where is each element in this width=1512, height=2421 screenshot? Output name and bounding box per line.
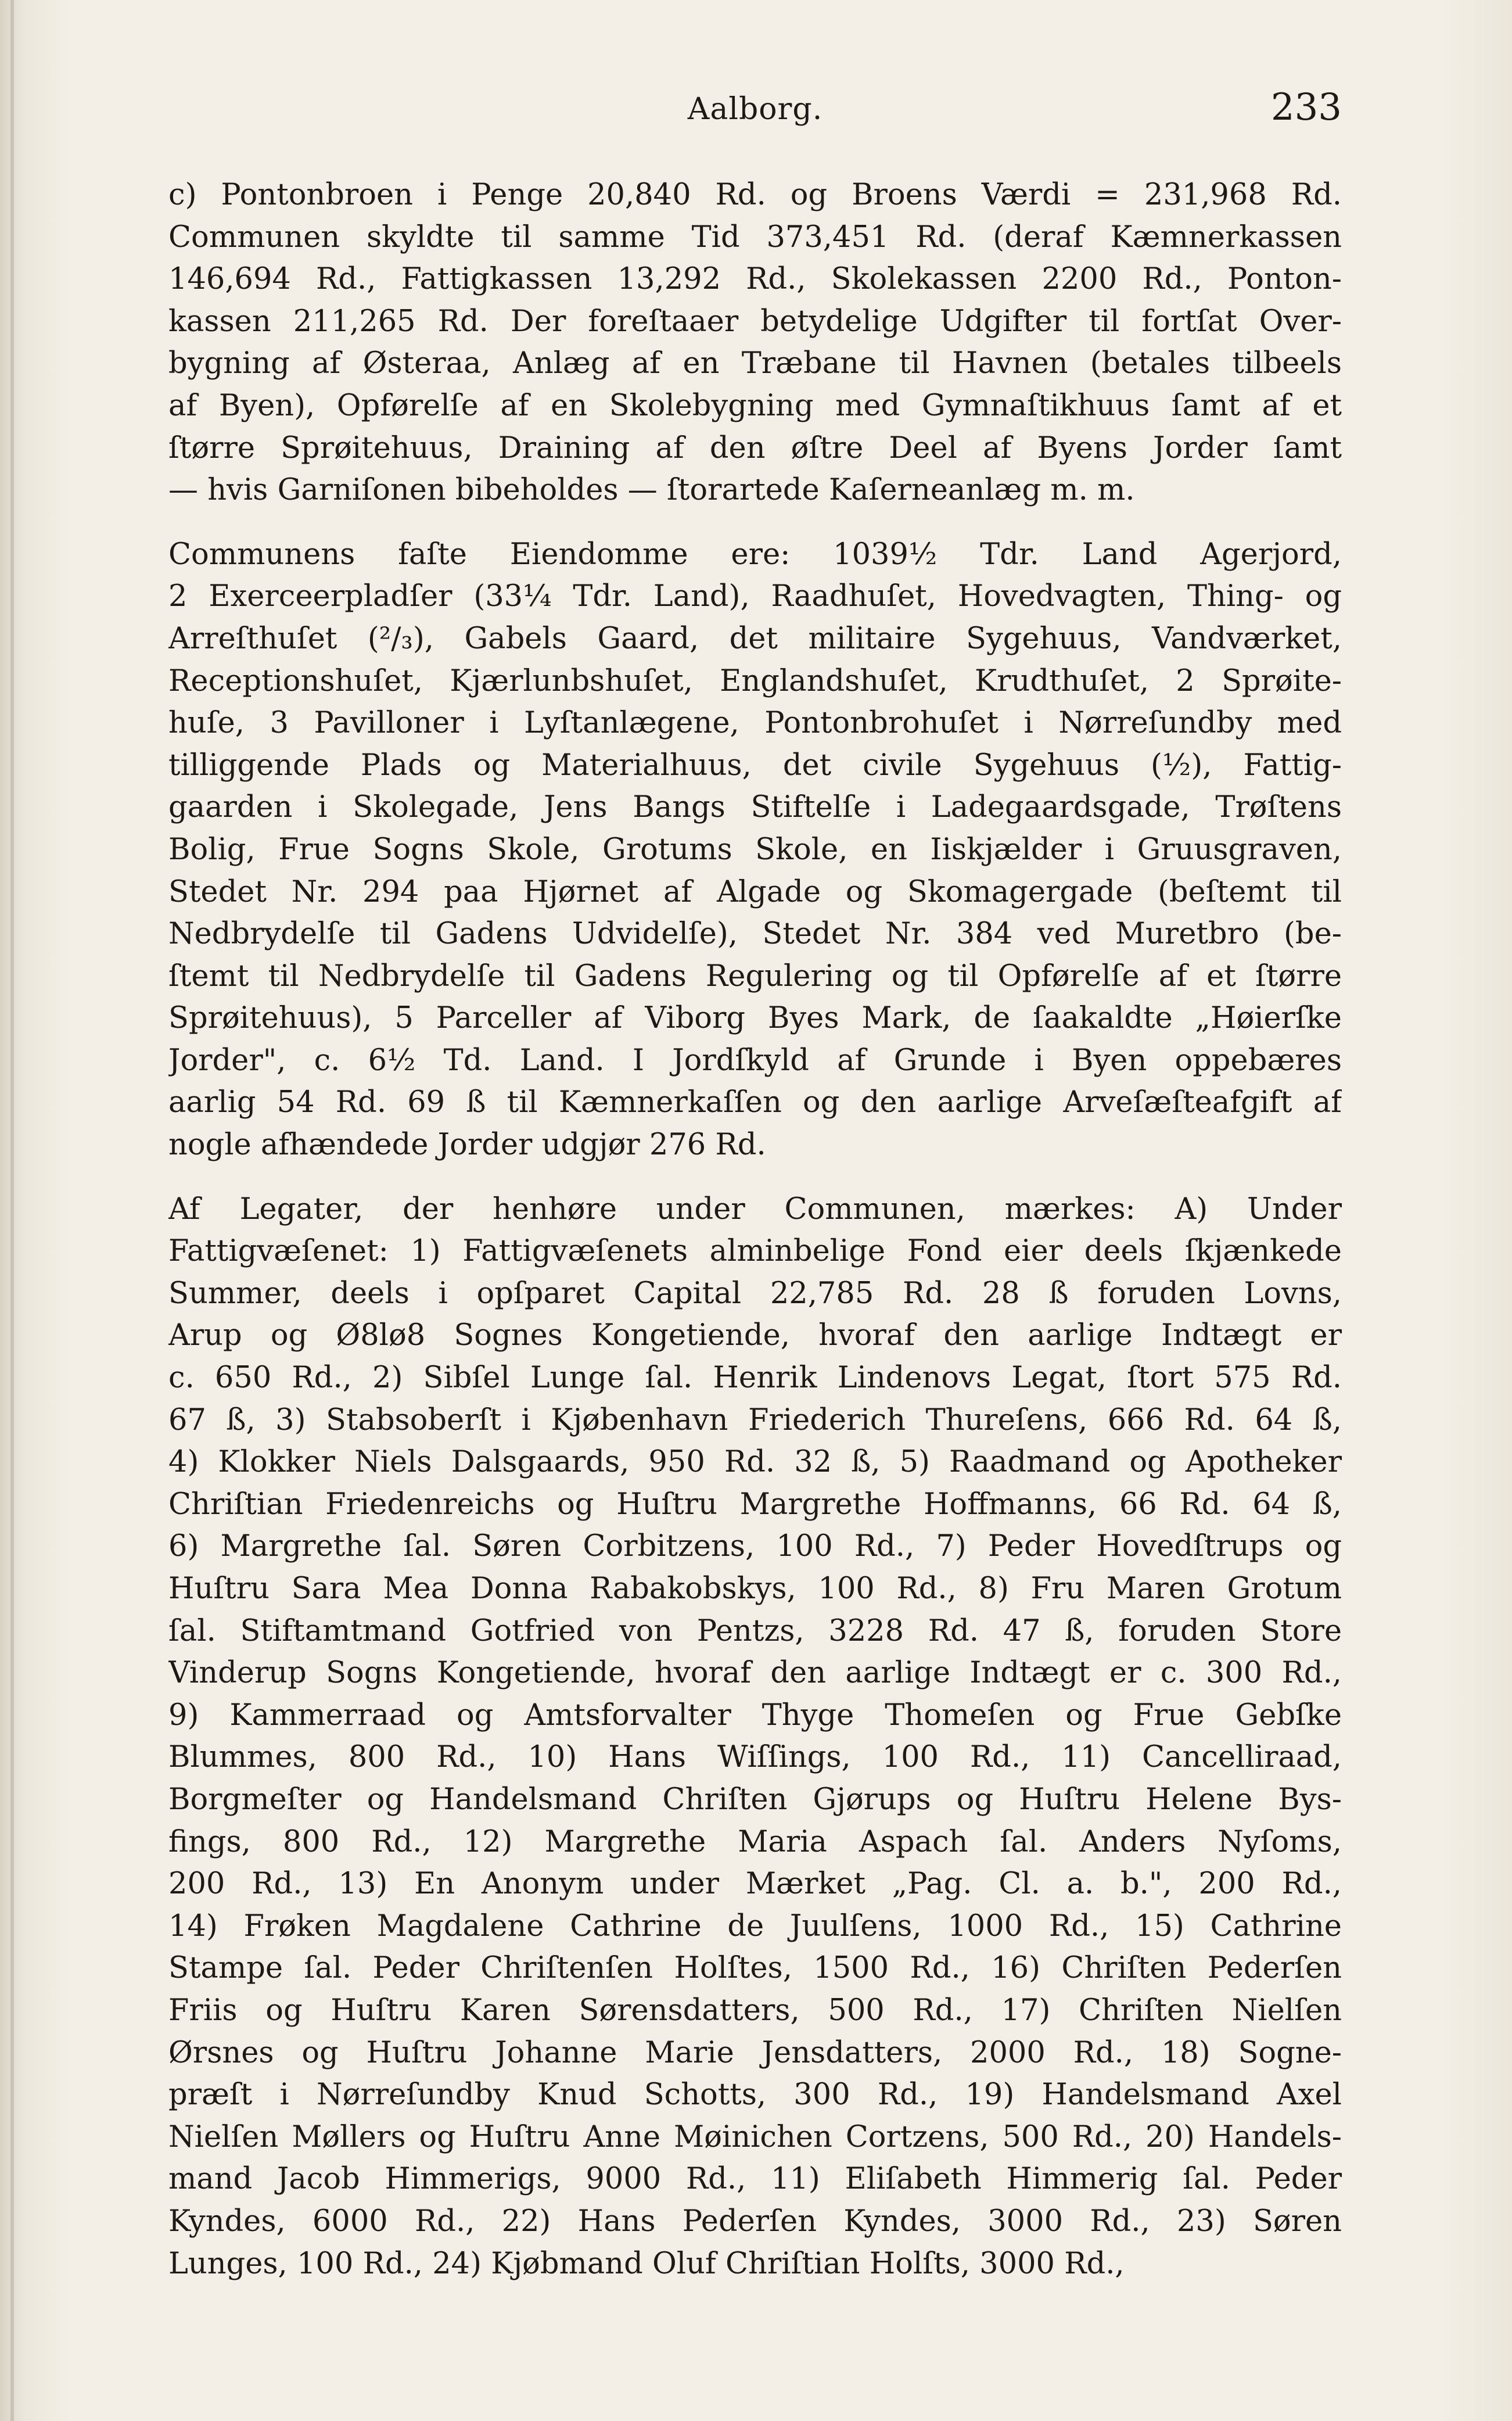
text-line: Huſtru Sara Mea Donna Rabakobskys, 100 Rd., 8) Fru Maren Grotum bbox=[168, 1572, 1342, 1606]
text-line: 6) Margrethe ſal. Søren Corbitzens, 100 Rd., 7) Peder Hovedſtrups og bbox=[168, 1529, 1342, 1564]
text-line: nogle afhændede Jorder udgjør 276 Rd. bbox=[168, 1128, 766, 1163]
paragraph-fixed-property bbox=[168, 534, 1342, 1167]
text-line: Chriſtian Friedenreichs og Huſtru Margrethe Hoffmanns, 66 Rd. 64 ß, bbox=[168, 1487, 1342, 1522]
text-line: Receptionshuſet, Kjærlunbshuſet, Englandshuſet, Krudthuſet, 2 Sprøite- bbox=[168, 663, 1342, 698]
text-line: Nielſen Møllers og Huſtru Anne Møinichen Cortzens, 500 Rd., 20) Handels- bbox=[168, 2119, 1342, 2154]
text-line: 2 Exerceerpladſer (33¼ Tdr. Land), Raadhuſet, Hovedvagten, Thing- og bbox=[168, 579, 1342, 614]
paragraph-pontoon-bridge bbox=[168, 174, 1342, 512]
text-line: Af Legater, der henhøre under Communen, mærkes: A) Under bbox=[168, 1192, 1342, 1226]
text-line: tilliggende Plads og Materialhuus, det civile Sygehuus (½), Fattig- bbox=[168, 748, 1342, 783]
text-line: Jorder", c. 6½ Td. Land. I Jordſkyld af Grunde i Byen oppebæres bbox=[168, 1043, 1342, 1078]
text-line: Borgmeſter og Handelsmand Chriſten Gjørups og Huſtru Helene Bys- bbox=[168, 1782, 1342, 1817]
text-line: aarlig 54 Rd. 69 ß til Kæmnerkaſſen og den aarlige Arveſæſteafgift af bbox=[168, 1085, 1342, 1120]
text-line: Blummes, 800 Rd., 10) Hans Wiſſings, 100 Rd., 11) Cancelliraad, bbox=[168, 1740, 1342, 1775]
text-line: ſtemt til Nedbrydelſe til Gadens Regulering og til Opførelſe af et ſtørre bbox=[168, 959, 1342, 993]
running-title: Aalborg. bbox=[687, 92, 823, 127]
text-line: Communens faſte Eiendomme ere: 1039½ Tdr. Land Agerjord, bbox=[168, 537, 1342, 572]
page-number: 233 bbox=[1270, 86, 1342, 129]
text-line: — hvis Garniſonen bibeholdes — ſtorartede Kaſerneanlæg m. m. bbox=[168, 473, 1135, 508]
text-line: Summer, deels i opſparet Capital 22,785 Rd. 28 ß foruden Lovns, bbox=[168, 1276, 1342, 1311]
text-line: Ørsnes og Huſtru Johanne Marie Jensdatters, 2000 Rd., 18) Sogne- bbox=[168, 2035, 1342, 2070]
text-line: c) Pontonbroen i Penge 20,840 Rd. og Broens Værdi = 231,968 Rd. bbox=[168, 178, 1342, 212]
text-line: præſt i Nørreſundby Knud Schotts, 300 Rd., 19) Handelsmand Axel bbox=[168, 2078, 1342, 2112]
text-line: 14) Frøken Magdalene Cathrine de Juulſens, 1000 Rd., 15) Cathrine bbox=[168, 1909, 1342, 1943]
text-line: huſe, 3 Pavilloner i Lyſtanlægene, Pontonbrohuſet i Nørreſundby med bbox=[168, 706, 1342, 741]
text-line: c. 650 Rd., 2) Sibſel Lunge ſal. Henrik Lindenovs Legat, ſtort 575 Rd. bbox=[168, 1361, 1342, 1396]
running-head bbox=[168, 81, 1342, 139]
text-line: gaarden i Skolegade, Jens Bangs Stiftelſe i Ladegaardsgade, Trøſtens bbox=[168, 790, 1342, 825]
text-block bbox=[168, 174, 1342, 2285]
text-line: Lunges, 100 Rd., 24) Kjøbmand Oluf Chriſtian Holſts, 3000 Rd., bbox=[168, 2246, 1125, 2281]
text-line: Nedbrydelſe til Gadens Udvidelſe), Stedet Nr. 384 ved Muretbro (be- bbox=[168, 917, 1342, 952]
text-line: kassen 211,265 Rd. Der foreſtaaer betydelige Udgifter til fortſat Over- bbox=[168, 304, 1342, 339]
text-line: Arup og Ø8lø8 Sognes Kongetiende, hvoraf den aarlige Indtægt er bbox=[168, 1318, 1342, 1353]
text-line: 4) Klokker Niels Dalsgaards, 950 Rd. 32 ß, 5) Raadmand og Apotheker bbox=[168, 1445, 1342, 1480]
text-line: Kyndes, 6000 Rd., 22) Hans Pederſen Kyndes, 3000 Rd., 23) Søren bbox=[168, 2204, 1342, 2239]
text-line: ſtørre Sprøitehuus, Draining af den øſtre Deel af Byens Jorder ſamt bbox=[168, 431, 1342, 465]
text-line: 9) Kammerraad og Amtsforvalter Thyge Thomeſen og Frue Gebſke bbox=[168, 1698, 1342, 1733]
text-line: Vinderup Sogns Kongetiende, hvoraf den aarlige Indtægt er c. 300 Rd., bbox=[168, 1656, 1342, 1691]
text-line: Bolig, Frue Sogns Skole, Grotums Skole, en Iiskjælder i Gruusgraven, bbox=[168, 832, 1342, 867]
text-line: 200 Rd., 13) En Anonym under Mærket „Pag. Cl. a. b.", 200 Rd., bbox=[168, 1867, 1342, 1902]
text-line: Sprøitehuus), 5 Parceller af Viborg Byes Mark, de ſaakaldte „Høierſke bbox=[168, 1001, 1342, 1036]
text-line: 67 ß, 3) Stabsoberſt i Kjøbenhavn Friederich Thureſens, 666 Rd. 64 ß, bbox=[168, 1403, 1342, 1437]
paragraph-gap bbox=[168, 1167, 1342, 1189]
paragraph-gap bbox=[168, 512, 1342, 534]
text-line: Arreſthuſet (²/₃), Gabels Gaard, det militaire Sygehuus, Vandværket, bbox=[168, 621, 1342, 656]
text-line: bygning af Østeraa, Anlæg af en Træbane til Havnen (betales tilbeels bbox=[168, 346, 1342, 381]
text-line: af Byen), Opførelſe af en Skolebygning med Gymnaſtikhuus ſamt af et bbox=[168, 388, 1342, 423]
text-line: fings, 800 Rd., 12) Margrethe Maria Aspach ſal. Anders Nyſoms, bbox=[168, 1824, 1342, 1859]
text-line: 146,694 Rd., Fattigkassen 13,292 Rd., Skolekassen 2200 Rd., Ponton- bbox=[168, 262, 1342, 297]
page-binding-edge bbox=[10, 0, 14, 2421]
paragraph-legacies bbox=[168, 1189, 1342, 2285]
text-line: Stedet Nr. 294 paa Hjørnet af Algade og Skomagergade (beſtemt til bbox=[168, 874, 1342, 909]
text-line: Stampe ſal. Peder Chriſtenſen Holſtes, 1500 Rd., 16) Chriſten Pederſen bbox=[168, 1951, 1342, 1986]
text-line: Fattigvæſenet: 1) Fattigvæſenets alminbelige Fond eier deels ſkjænkede bbox=[168, 1234, 1342, 1269]
text-line: Friis og Huſtru Karen Sørensdatters, 500 Rd., 17) Chriſten Nielſen bbox=[168, 1993, 1342, 2028]
text-line: Communen skyldte til samme Tid 373,451 Rd. (deraf Kæmnerkassen bbox=[168, 220, 1342, 254]
text-line: mand Jacob Himmerigs, 9000 Rd., 11) Eliſabeth Himmerig ſal. Peder bbox=[168, 2162, 1342, 2197]
text-line: ſal. Stiftamtmand Gotfried von Pentzs, 3228 Rd. 47 ß, foruden Store bbox=[168, 1613, 1342, 1648]
